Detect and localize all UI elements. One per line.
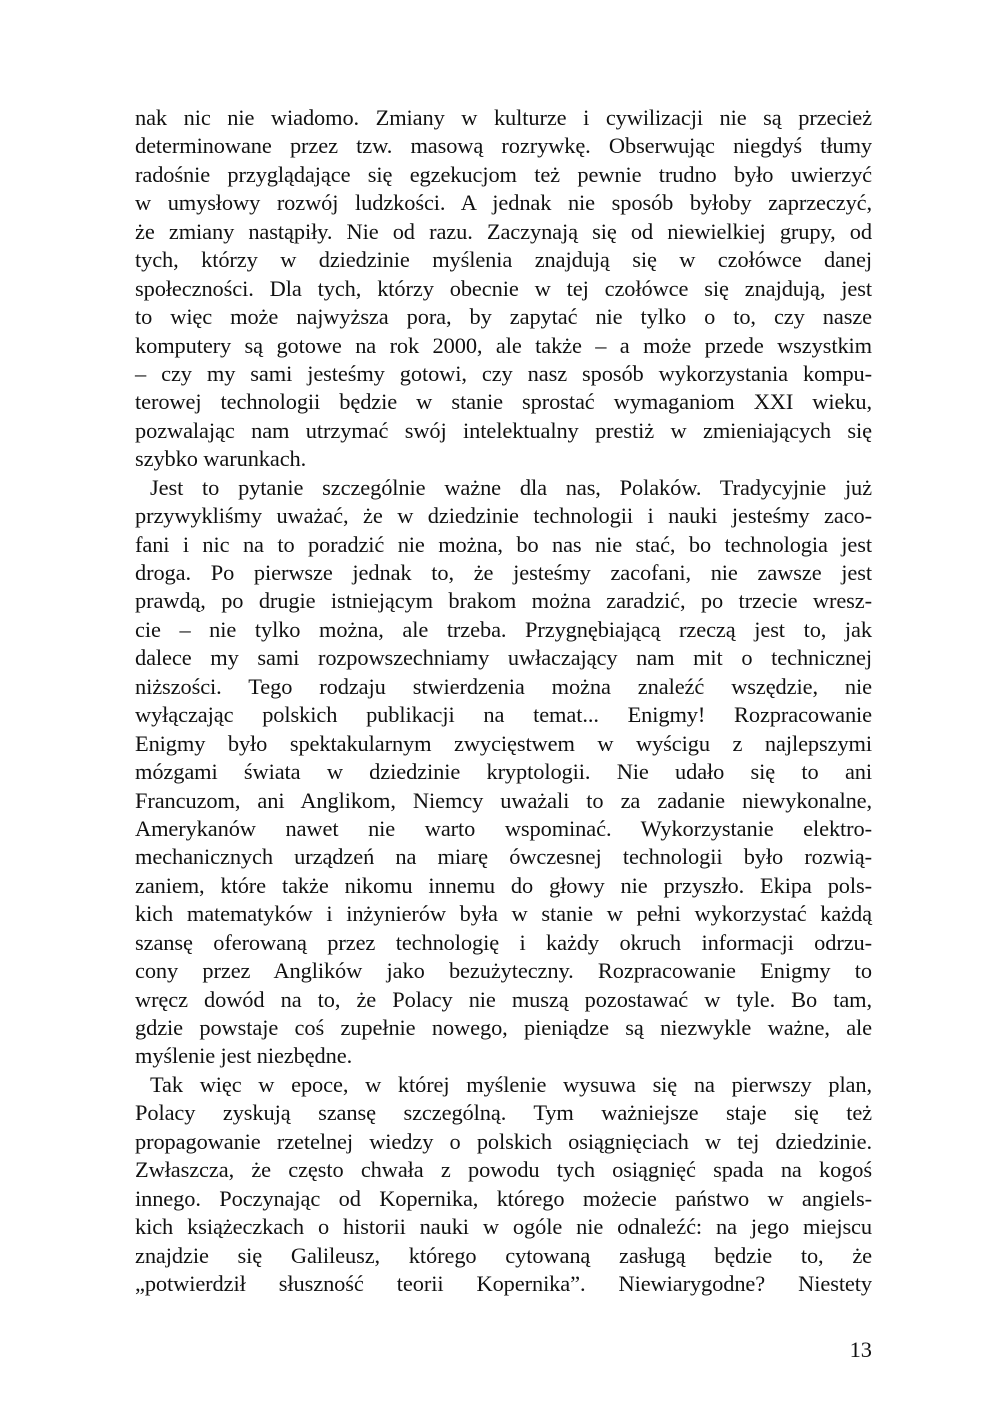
text-line: wręcz dowód na to, że Polacy nie muszą pozostawać w tyle. Bo tam,: [135, 986, 872, 1012]
text-line: to więc może najwyższa pora, by zapytać nie tylko o to, czy nasze: [135, 304, 872, 330]
text-line: że zmiany nastąpiły. Nie od razu. Zaczynają się od niewielkiej grupy, od: [135, 218, 872, 244]
text-line: społeczności. Dla tych, którzy obecnie w tej czołówce się znajdują, jest: [135, 275, 872, 301]
text-line: w umysłowy rozwój ludzkości. A jednak nie sposób byłoby zaprzeczyć,: [135, 190, 872, 216]
text-line: kich książeczkach o historii nauki w ogóle nie odnaleźć: na jego miejscu: [135, 1214, 872, 1240]
text-line: szansę oferowaną przez technologię i każdy okruch informacji odrzu-: [135, 929, 872, 955]
page-body: [135, 104, 872, 1298]
text-line: tych, którzy w dziedzinie myślenia znajdują się w czołówce danej: [135, 247, 872, 273]
text-line: Amerykanów nawet nie warto wspominać. Wykorzystanie elektro-: [135, 815, 872, 841]
text-line: Francuzom, ani Anglikom, Niemcy uważali to za zadanie niewykonalne,: [135, 787, 872, 813]
text-line: cony przez Anglików jako bezużyteczny. Rozpracowanie Enigmy to: [135, 958, 872, 984]
text-line: „potwierdził słuszność teorii Kopernika”. Niewiarygodne? Niestety: [135, 1270, 872, 1296]
text-line: propagowanie rzetelnej wiedzy o polskich osiągnięciach w tej dziedzinie.: [135, 1128, 872, 1154]
text-line: droga. Po pierwsze jednak to, że jesteśmy zacofani, nie zawsze jest: [135, 560, 872, 585]
text-line: radośnie przyglądające się egzekucjom też pewnie trudno było uwierzyć: [135, 161, 872, 187]
text-line: Jest to pytanie szczególnie ważne dla nas, Polaków. Tradycyjnie już: [150, 474, 872, 500]
text-line: fani i nic na to poradzić nie można, bo nas nie stać, bo technologia jest: [135, 531, 872, 557]
text-line: gdzie powstaje coś zupełnie nowego, pieniądze są niezwykle ważne, ale: [135, 1015, 872, 1040]
paragraph-2: [135, 474, 872, 1071]
text-line: innego. Poczynając od Kopernika, którego możecie państwo w angiels-: [135, 1185, 872, 1211]
text-line: myślenie jest niezbędne.: [135, 1043, 353, 1069]
text-line: przywykliśmy uważać, że w dziedzinie technologii i nauki jesteśmy zaco-: [135, 503, 872, 529]
text-line: Tak więc w epoce, w której myślenie wysuwa się na pierwszy plan,: [150, 1071, 872, 1097]
paragraph-3: [135, 1071, 872, 1299]
text-line: prawdą, po drugie istniejącym brakom można zaradzić, po trzecie wresz-: [135, 588, 872, 614]
page-number: 13: [849, 1337, 872, 1362]
text-line: niższości. Tego rodzaju stwierdzenia można znaleźć wszędzie, nie: [135, 673, 872, 699]
text-line: komputery są gotowe na rok 2000, ale także – a może przede wszystkim: [135, 332, 872, 358]
text-line: – czy my sami jesteśmy gotowi, czy nasz sposób wykorzystania kompu-: [135, 360, 872, 386]
text-line: znajdzie się Galileusz, którego cytowaną zasługą będzie to, że: [135, 1242, 872, 1268]
text-line: Enigmy było spektakularnym zwycięstwem w wyścigu z najlepszymi: [135, 730, 872, 756]
text-line: determinowane przez tzw. masową rozrywkę. Obserwując niegdyś tłumy: [135, 133, 872, 159]
text-line: dalece my sami rozpowszechniamy uwłaczający nam mit o technicznej: [135, 645, 872, 671]
text-line: mózgami świata w dziedzinie kryptologii. Nie udało się to ani: [135, 759, 872, 785]
text-line: Zwłaszcza, że często chwała z powodu tych osiągnięć spada na kogoś: [135, 1157, 872, 1183]
text-line: terowej technologii będzie w stanie sprostać wymaganiom XXI wieku,: [135, 389, 872, 415]
text-line: zaniem, które także nikomu innemu do głowy nie przyszło. Ekipa pols-: [135, 872, 872, 898]
text-line: cie – nie tylko można, ale trzeba. Przygnębiającą rzeczą jest to, jak: [135, 616, 872, 642]
text-line: wyłączając polskich publikacji na temat... Enigmy! Rozpracowanie: [135, 702, 872, 728]
text-line: nak nic nie wiadomo. Zmiany w kulturze i cywilizacji nie są przecież: [135, 105, 872, 130]
text-line: mechanicznych urządzeń na miarę ówczesnej technologii było rozwią-: [135, 844, 872, 870]
text-line: Polacy zyskują szansę szczególną. Tym ważniejsze staje się też: [135, 1100, 872, 1126]
paragraph-1: [135, 104, 872, 474]
text-line: pozwalając nam utrzymać swój intelektualny prestiż w zmieniających się: [135, 417, 872, 443]
text-line: kich matematyków i inżynierów była w stanie w pełni wykorzystać każdą: [135, 901, 872, 927]
text-line: szybko warunkach.: [135, 446, 307, 472]
